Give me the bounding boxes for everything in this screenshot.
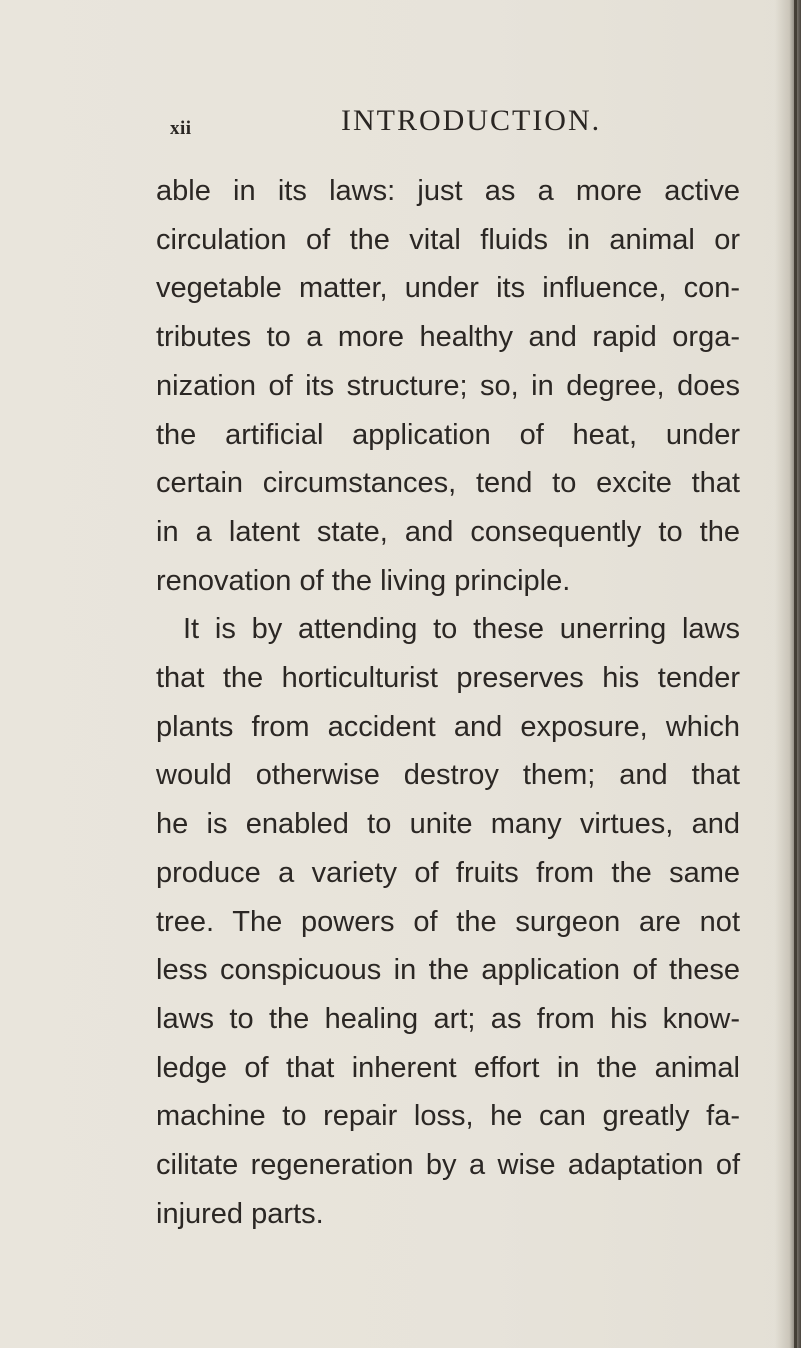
body-text — [156, 167, 740, 1238]
text-line: in a latent state, and consequently to the — [156, 515, 740, 548]
page-edge-line — [794, 0, 797, 1348]
page-number: xii — [170, 118, 192, 139]
text-line: nization of its structure; so, in degree, does — [156, 369, 740, 402]
text-line: tributes to a more healthy and rapid orga- — [156, 321, 740, 354]
text-line: cilitate regeneration by a wise adaptation of — [156, 1149, 740, 1182]
text-line: the artificial application of heat, under — [156, 418, 740, 451]
text-line: circulation of the vital fluids in animal or — [156, 223, 740, 256]
text-line: that the horticulturist preserves his tender — [156, 662, 740, 695]
page-header — [0, 104, 801, 144]
text-line: vegetable matter, under its influence, con- — [156, 272, 740, 305]
text-line: ledge of that inherent effort in the animal — [156, 1051, 740, 1084]
text-line: would otherwise destroy them; and that — [156, 759, 740, 792]
text-line: certain circumstances, tend to excite that — [156, 467, 740, 500]
text-line: produce a variety of fruits from the same — [156, 856, 740, 889]
text-line: machine to repair loss, he can greatly fa- — [156, 1100, 740, 1133]
text-line: he is enabled to unite many virtues, and — [156, 808, 740, 841]
paragraph-end-line: injured parts. — [156, 1197, 324, 1230]
running-head: INTRODUCTION. — [341, 104, 602, 137]
paragraph-start-line: It is by attending to these unerring laws — [183, 613, 740, 646]
text-line: less conspicuous in the application of these — [156, 954, 740, 987]
text-line: tree. The powers of the surgeon are not — [156, 905, 740, 938]
text-line: plants from accident and exposure, which — [156, 710, 740, 743]
text-line: laws to the healing art; as from his know- — [156, 1002, 740, 1035]
page-edge-shadow — [775, 0, 801, 1348]
paragraph-end-line: renovation of the living principle. — [156, 564, 571, 597]
text-line: able in its laws: just as a more active — [156, 175, 740, 207]
